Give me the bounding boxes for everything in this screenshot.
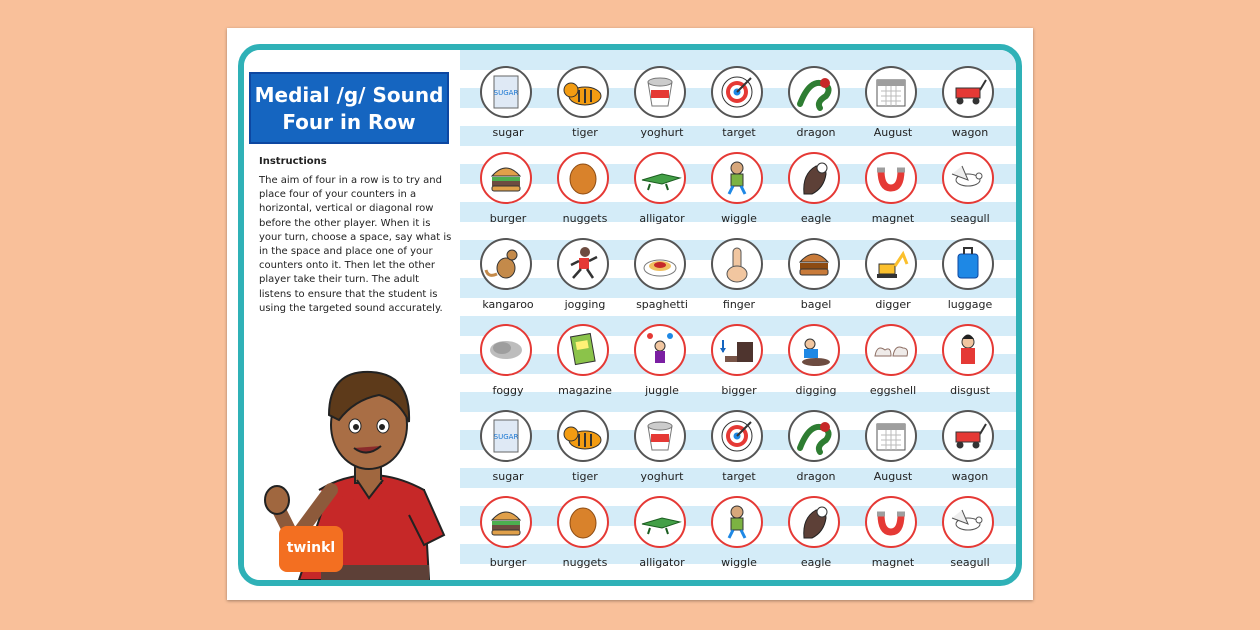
grid-space[interactable] — [704, 234, 774, 320]
picture-circle[interactable] — [865, 66, 917, 118]
grid-space[interactable] — [627, 406, 697, 492]
word-label: wiggle — [721, 212, 757, 225]
word-label: kangaroo — [482, 298, 534, 311]
picture-circle[interactable] — [865, 410, 917, 462]
august-icon — [867, 68, 915, 116]
word-label: yoghurt — [640, 470, 684, 483]
game-grid — [460, 50, 1016, 580]
picture-circle[interactable] — [942, 66, 994, 118]
word-label: August — [873, 126, 913, 139]
dragon-icon — [790, 68, 838, 116]
instructions-text: The aim of four in a row is to try and place four of your counters in a horizontal, vertical or diagonal row before the other player. When it is your turn, choose a space, say what is in the space and place one of your counters onto it. Then let the other player take their turn. The adult listens to ensure that the student is using the targeted sound accurately. — [259, 175, 452, 314]
worksheet — [227, 28, 1033, 600]
grid-space[interactable] — [935, 62, 1005, 148]
juggle-icon — [636, 326, 684, 374]
word-label: magnet — [871, 556, 915, 569]
target-icon — [713, 412, 761, 460]
word-label: August — [873, 470, 913, 483]
picture-circle[interactable] — [788, 324, 840, 376]
foggy-icon — [482, 326, 530, 374]
nuggets-icon — [559, 154, 607, 202]
grid-space[interactable] — [858, 62, 928, 148]
word-label: yoghurt — [640, 126, 684, 139]
grid-space[interactable] — [704, 406, 774, 492]
picture-circle[interactable] — [711, 410, 763, 462]
word-label: digging — [795, 384, 837, 397]
word-label: sugar — [492, 470, 524, 483]
picture-circle[interactable] — [480, 324, 532, 376]
digger-icon — [867, 240, 915, 288]
grid-space[interactable] — [473, 320, 543, 406]
word-label: eagle — [800, 212, 832, 225]
word-label: alligator — [639, 556, 685, 569]
word-label: seagull — [950, 212, 990, 225]
grid-space[interactable] — [627, 492, 697, 578]
seagull-icon — [944, 498, 992, 546]
grid-space[interactable] — [550, 234, 620, 320]
picture-circle[interactable] — [788, 410, 840, 462]
grid-space[interactable] — [781, 148, 851, 234]
grid-space[interactable] — [550, 492, 620, 578]
picture-circle[interactable] — [557, 496, 609, 548]
grid-space[interactable] — [627, 62, 697, 148]
picture-circle[interactable] — [942, 152, 994, 204]
picture-circle[interactable] — [711, 238, 763, 290]
target-icon — [713, 68, 761, 116]
grid-space[interactable] — [935, 320, 1005, 406]
info-panel — [244, 50, 460, 580]
board-frame — [238, 44, 1022, 586]
picture-circle[interactable] — [865, 238, 917, 290]
magnet-icon — [867, 154, 915, 202]
word-label: eggshell — [869, 384, 917, 397]
word-label: eagle — [800, 556, 832, 569]
word-label: luggage — [947, 298, 993, 311]
page-title — [249, 72, 449, 144]
nuggets-icon — [559, 498, 607, 546]
grid-space[interactable] — [935, 234, 1005, 320]
picture-circle[interactable] — [480, 66, 532, 118]
picture-circle[interactable] — [480, 410, 532, 462]
word-label: target — [722, 470, 756, 483]
wiggle-icon — [713, 154, 761, 202]
eagle-icon — [790, 154, 838, 202]
picture-circle[interactable] — [942, 410, 994, 462]
grid-space[interactable] — [704, 148, 774, 234]
grid-space[interactable] — [473, 406, 543, 492]
word-label: seagull — [950, 556, 990, 569]
kangaroo-icon — [482, 240, 530, 288]
alligator-icon — [636, 498, 684, 546]
picture-circle[interactable] — [557, 324, 609, 376]
alligator-icon — [636, 154, 684, 202]
picture-circle[interactable] — [788, 496, 840, 548]
seagull-icon — [944, 154, 992, 202]
picture-circle[interactable] — [865, 152, 917, 204]
picture-circle[interactable] — [942, 496, 994, 548]
grid-space[interactable] — [550, 406, 620, 492]
magnet-icon — [867, 498, 915, 546]
word-label: alligator — [639, 212, 685, 225]
picture-circle[interactable] — [557, 66, 609, 118]
burger-icon — [482, 154, 530, 202]
grid-space[interactable] — [704, 492, 774, 578]
magazine-icon — [559, 326, 607, 374]
grid-space[interactable] — [550, 148, 620, 234]
picture-circle[interactable] — [480, 152, 532, 204]
word-label: juggle — [645, 384, 679, 397]
word-label: tiger — [572, 470, 598, 483]
grid-space[interactable] — [781, 234, 851, 320]
grid-space[interactable] — [704, 62, 774, 148]
tiger-icon — [559, 412, 607, 460]
word-label: wiggle — [721, 556, 757, 569]
wagon-icon — [944, 412, 992, 460]
grid-space[interactable] — [627, 148, 697, 234]
svg-text:SUGAR: SUGAR — [493, 433, 519, 441]
spaghetti-icon — [636, 240, 684, 288]
august-icon — [867, 412, 915, 460]
grid-space[interactable] — [781, 62, 851, 148]
word-label: nuggets — [562, 556, 608, 569]
word-label: nuggets — [562, 212, 608, 225]
grid-space[interactable] — [550, 320, 620, 406]
grid-space[interactable] — [473, 148, 543, 234]
word-label: disgust — [950, 384, 990, 397]
word-label: spaghetti — [636, 298, 688, 311]
picture-circle[interactable] — [634, 496, 686, 548]
finger-icon — [713, 240, 761, 288]
picture-circle[interactable] — [865, 324, 917, 376]
picture-circle[interactable] — [788, 238, 840, 290]
word-label: finger — [722, 298, 756, 311]
word-label: foggy — [492, 384, 524, 397]
jogging-icon — [559, 240, 607, 288]
yoghurt-icon — [636, 412, 684, 460]
eagle-icon — [790, 498, 838, 546]
grid-space[interactable] — [935, 148, 1005, 234]
picture-circle[interactable] — [711, 496, 763, 548]
eggshell-icon — [867, 326, 915, 374]
picture-circle[interactable] — [634, 410, 686, 462]
sugar-icon — [482, 68, 530, 116]
grid-space[interactable] — [473, 234, 543, 320]
picture-circle[interactable] — [865, 496, 917, 548]
grid-space[interactable] — [473, 492, 543, 578]
word-label: wagon — [951, 126, 989, 139]
wagon-icon — [944, 68, 992, 116]
grid-space[interactable] — [627, 234, 697, 320]
sugar-icon — [482, 412, 530, 460]
picture-circle[interactable] — [711, 324, 763, 376]
word-label: bagel — [800, 298, 832, 311]
word-label: sugar — [492, 126, 524, 139]
word-label: magazine — [558, 384, 612, 397]
picture-circle[interactable] — [942, 238, 994, 290]
word-label: wagon — [951, 470, 989, 483]
twinkl-logo — [279, 526, 343, 572]
grid-space[interactable] — [781, 406, 851, 492]
picture-circle[interactable] — [634, 152, 686, 204]
word-label: burger — [489, 556, 527, 569]
picture-circle[interactable] — [788, 152, 840, 204]
grid-space[interactable] — [550, 62, 620, 148]
dragon-icon — [790, 412, 838, 460]
word-label: digger — [875, 298, 911, 311]
grid-space[interactable] — [935, 492, 1005, 578]
word-label: dragon — [796, 126, 836, 139]
grid-space[interactable] — [781, 492, 851, 578]
picture-circle[interactable] — [634, 66, 686, 118]
grid-space[interactable] — [704, 320, 774, 406]
logo-text: twinkl — [286, 540, 336, 556]
word-label: tiger — [572, 126, 598, 139]
picture-circle[interactable] — [711, 152, 763, 204]
grid-space[interactable] — [858, 406, 928, 492]
grid-space[interactable] — [627, 320, 697, 406]
word-label: magnet — [871, 212, 915, 225]
picture-circle[interactable] — [634, 324, 686, 376]
word-label: burger — [489, 212, 527, 225]
grid-space[interactable] — [935, 406, 1005, 492]
grid-space[interactable] — [858, 320, 928, 406]
picture-circle[interactable] — [942, 324, 994, 376]
picture-circle[interactable] — [788, 66, 840, 118]
tiger-icon — [559, 68, 607, 116]
picture-circle[interactable] — [711, 66, 763, 118]
grid-space[interactable] — [781, 320, 851, 406]
luggage-icon — [944, 240, 992, 288]
bigger-icon — [713, 326, 761, 374]
digging-icon — [790, 326, 838, 374]
word-label: bigger — [721, 384, 757, 397]
yoghurt-icon — [636, 68, 684, 116]
grid-space[interactable] — [858, 492, 928, 578]
disgust-icon — [944, 326, 992, 374]
picture-circle[interactable] — [634, 238, 686, 290]
title-line-1: Medial /g/ Sound — [254, 83, 444, 107]
instructions-heading: Instructions — [259, 156, 327, 167]
grid-space[interactable] — [473, 62, 543, 148]
word-label: target — [722, 126, 756, 139]
word-label: jogging — [564, 298, 606, 311]
word-label: dragon — [796, 470, 836, 483]
title-line-2: Four in Row — [282, 110, 416, 134]
picture-circle[interactable] — [557, 410, 609, 462]
bagel-icon — [790, 240, 838, 288]
grid-space[interactable] — [858, 148, 928, 234]
grid-space[interactable] — [858, 234, 928, 320]
wiggle-icon — [713, 498, 761, 546]
picture-circle[interactable] — [480, 238, 532, 290]
svg-text:SUGAR: SUGAR — [493, 89, 519, 97]
picture-circle[interactable] — [557, 238, 609, 290]
picture-circle[interactable] — [557, 152, 609, 204]
picture-circle[interactable] — [480, 496, 532, 548]
burger-icon — [482, 498, 530, 546]
